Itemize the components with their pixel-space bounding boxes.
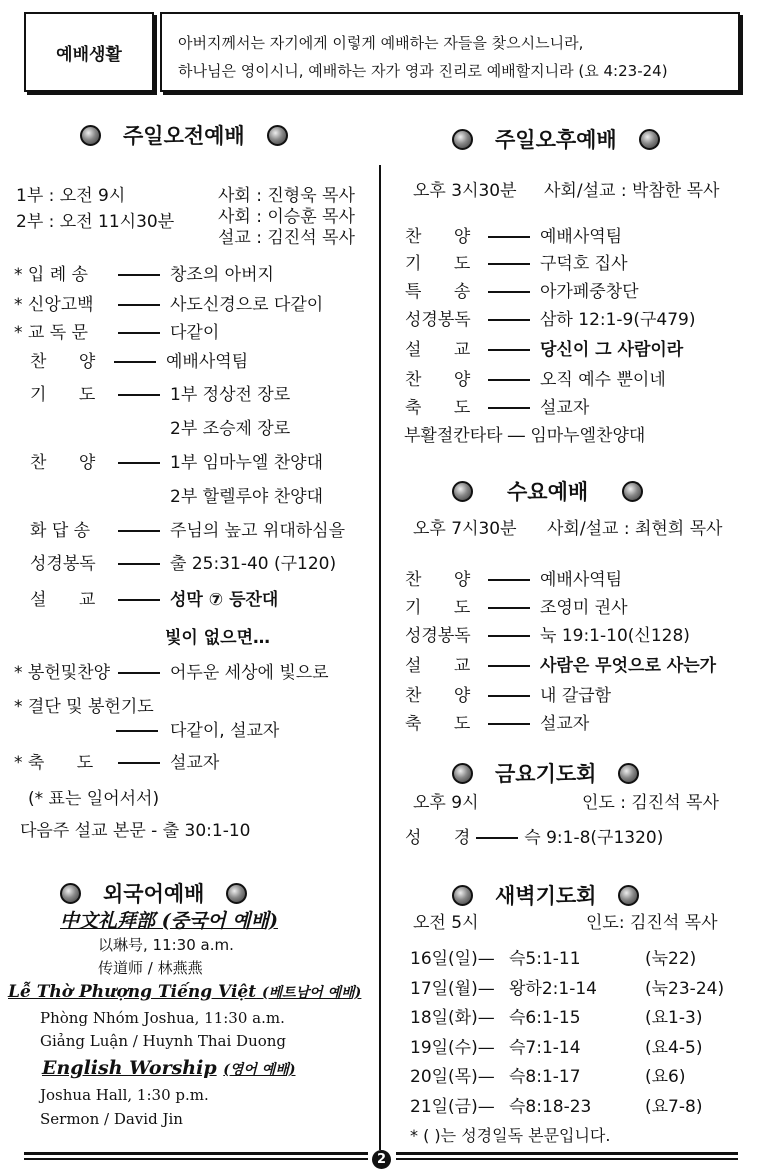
order-value: 삼하 12:1-9(구479)	[540, 310, 696, 330]
bullet-icon	[267, 125, 288, 146]
footer-rule-right	[396, 1152, 738, 1155]
order-label: 찬 양	[405, 370, 471, 390]
leader-1: 사회 : 진형욱 목사	[218, 186, 355, 206]
bullet-icon	[60, 883, 81, 904]
sermon-subtitle: 빛이 없으면…	[165, 628, 271, 648]
dawn-day: 17일(월)—	[410, 978, 495, 999]
order-value: 오직 예수 뿐이네	[540, 370, 666, 390]
dawn-reading: (요1-3)	[645, 1008, 703, 1028]
order-value: 설교자	[540, 714, 590, 734]
foreign-heading	[60, 878, 247, 908]
dash-line	[118, 274, 160, 276]
order-value: 사도신경으로 다같이	[170, 295, 324, 315]
order-label: 성경봉독	[405, 626, 471, 646]
order-label: * 입 례 송	[14, 265, 88, 285]
footer-rule-left	[24, 1152, 368, 1155]
afternoon-title: 주일오후예배	[495, 128, 617, 152]
bullet-icon	[452, 481, 473, 502]
dash-line	[118, 599, 160, 601]
dash-line	[488, 723, 530, 725]
dash-line	[118, 762, 160, 764]
friday-scripture-value: 슥 9:1-8(구1320)	[524, 828, 664, 848]
english-title-text: English Worship	[42, 1057, 217, 1079]
order-value: 예배사역팀	[540, 227, 623, 247]
dash-line	[488, 579, 530, 581]
verse-line-1: 아버지께서는 자기에게 이렇게 예배하는 자들을 찾으시느니라,	[178, 34, 584, 52]
order-value: 2부 할렐루야 찬양대	[170, 487, 323, 507]
order-label: 기 도	[30, 385, 96, 405]
friday-heading	[452, 758, 639, 788]
order-value: 출 25:31-40 (구120)	[170, 554, 337, 574]
morning-title: 주일오전예배	[123, 124, 245, 148]
afternoon-cantata: 부활절칸타타 ― 임마누엘찬양대	[404, 426, 646, 446]
order-label: 특 송	[405, 282, 471, 302]
dawn-day: 16일(일)—	[410, 949, 495, 969]
chinese-line-2: 传道师 / 林燕燕	[98, 959, 203, 977]
dawn-day: 20일(목)—	[410, 1067, 495, 1087]
order-label: 찬 양	[405, 686, 471, 706]
dawn-text: 슥8:18-23	[509, 1096, 592, 1117]
column-divider	[379, 165, 381, 1150]
order-label: * 신앙고백	[14, 295, 94, 315]
friday-leader: 인도 : 김진석 목사	[582, 793, 719, 813]
order-label: 설 교	[405, 656, 471, 676]
chinese-line-1: 以琳号, 11:30 a.m.	[98, 936, 234, 954]
dash-line	[488, 607, 530, 609]
bullet-icon	[618, 885, 639, 906]
friday-scripture	[405, 828, 663, 848]
dash-line	[118, 394, 160, 396]
verse-line-2: 하나님은 영이시니, 예배하는 자가 영과 진리로 예배할지니라 (요 4:23-24)	[178, 62, 668, 80]
order-value: 눅 19:1-10(신128)	[540, 626, 690, 646]
order-label: 찬 양	[405, 570, 471, 590]
bullet-icon	[80, 125, 101, 146]
order-value: 내 갈급함	[540, 686, 612, 706]
dawn-reading: (요4-5)	[645, 1037, 703, 1058]
order-value: 사람은 무엇으로 사는가	[540, 656, 717, 676]
order-value: 다같이	[170, 323, 220, 343]
order-label: * 교 독 문	[14, 323, 88, 343]
order-value: 조영미 권사	[540, 598, 628, 618]
footer-rule-left-thin	[24, 1158, 368, 1160]
dawn-reading: (요6)	[645, 1067, 686, 1087]
order-label: 축 도	[405, 714, 471, 734]
afternoon-time: 오후 3시30분	[413, 181, 517, 201]
order-label: 찬 양	[30, 453, 96, 473]
vietnamese-title-kr: (베트남어 예배)	[262, 985, 362, 1001]
bullet-icon	[452, 129, 473, 150]
leader-2: 사회 : 이승훈 목사	[218, 207, 355, 227]
dash-line	[488, 263, 530, 265]
order-label: * 축 도	[14, 753, 94, 773]
order-value: 설교자	[540, 398, 590, 418]
dash-line	[488, 291, 530, 293]
dash-line	[118, 332, 160, 334]
order-label: 축 도	[405, 398, 471, 418]
morning-heading	[80, 120, 288, 150]
dawn-leader: 인도: 김진석 목사	[586, 913, 718, 933]
order-value: 아가페중창단	[540, 282, 639, 302]
vietnamese-line-2: Giảng Luận / Huynh Thai Duong	[40, 1032, 287, 1050]
wednesday-leader: 사회/설교 : 최현희 목사	[547, 519, 723, 539]
order-label: 설 교	[30, 590, 96, 610]
order-value: 설교자	[170, 753, 220, 773]
friday-time: 오후 9시	[413, 793, 479, 813]
dash-line	[488, 349, 530, 351]
wednesday-time: 오후 7시30분	[413, 519, 517, 539]
dawn-reading: (요7-8)	[645, 1096, 703, 1117]
english-line-2: Sermon / David Jin	[40, 1110, 183, 1128]
order-label: * 봉헌및찬양	[14, 663, 111, 683]
vietnamese-title-text: Lễ Thờ Phượng Tiếng Việt	[8, 982, 257, 1002]
leader-3: 설교 : 김진석 목사	[218, 228, 355, 248]
service-time-1: 1부 : 오전 9시	[16, 186, 126, 206]
english-line-1: Joshua Hall, 1:30 p.m.	[40, 1086, 209, 1104]
dawn-day: 19일(수)—	[410, 1037, 495, 1058]
dash-line	[488, 695, 530, 697]
bullet-icon	[639, 129, 660, 150]
order-value: 창조의 아버지	[170, 265, 274, 285]
friday-scripture-label: 성 경	[405, 828, 471, 848]
dawn-reading: (눅22)	[645, 949, 697, 969]
order-label: * 결단 및 봉헌기도	[14, 697, 154, 717]
vietnamese-title	[8, 982, 361, 1003]
dawn-reading: (눅23-24)	[645, 978, 725, 999]
afternoon-heading	[452, 124, 660, 154]
order-value: 당신이 그 사람이라	[540, 340, 684, 360]
bullet-icon	[452, 763, 473, 784]
dash-line	[488, 635, 530, 637]
service-time-2: 2부 : 오전 11시30분	[16, 212, 175, 232]
dawn-text: 슥5:1-11	[509, 949, 581, 969]
dawn-time: 오전 5시	[413, 913, 479, 933]
order-value: 구덕호 집사	[540, 254, 628, 274]
english-title-kr: (영어 예배)	[223, 1062, 296, 1078]
wednesday-title: 수요예배	[507, 480, 589, 504]
stand-note: (* 표는 일어서서)	[28, 789, 160, 809]
dawn-text: 슥6:1-15	[509, 1008, 581, 1028]
dash-line	[488, 319, 530, 321]
dawn-title: 새벽기도회	[495, 884, 597, 908]
dawn-text: 왕하2:1-14	[509, 978, 597, 999]
dash-line	[118, 530, 160, 532]
dash-line	[476, 837, 518, 839]
dash-line	[118, 462, 160, 464]
section-label: 예배생활	[24, 12, 154, 92]
bullet-icon	[226, 883, 247, 904]
order-label: 기 도	[405, 598, 471, 618]
dawn-text: 슥7:1-14	[509, 1037, 581, 1058]
dash-line	[488, 236, 530, 238]
order-value: 다같이, 설교자	[170, 721, 280, 741]
order-value: 2부 조승제 장로	[170, 419, 291, 439]
order-value: 예배사역팀	[166, 352, 249, 372]
order-label: 성경봉독	[30, 554, 96, 574]
friday-title: 금요기도회	[495, 762, 597, 786]
bullet-icon	[452, 885, 473, 906]
bullet-icon	[622, 481, 643, 502]
chinese-title: 中文礼拜部 (중국어 예배)	[60, 910, 278, 932]
dash-line	[118, 672, 160, 674]
dawn-day: 18일(화)—	[410, 1008, 495, 1028]
vietnamese-line-1: Phòng Nhóm Joshua, 11:30 a.m.	[40, 1009, 285, 1027]
page-number: 2	[372, 1150, 391, 1169]
dawn-text: 슥8:1-17	[509, 1067, 581, 1087]
foreign-title: 외국어예배	[103, 882, 205, 906]
order-label: 찬 양	[30, 352, 96, 372]
footer-rule-right-thin	[396, 1158, 738, 1160]
order-value: 예배사역팀	[540, 570, 623, 590]
wednesday-heading	[452, 476, 643, 506]
dash-line	[488, 665, 530, 667]
dawn-heading	[452, 880, 639, 910]
dash-line	[118, 304, 160, 306]
order-value: 1부 임마누엘 찬양대	[170, 453, 323, 473]
order-label: 기 도	[405, 254, 471, 274]
english-title	[42, 1058, 295, 1080]
dash-line	[114, 361, 156, 363]
bullet-icon	[618, 763, 639, 784]
order-label: 설 교	[405, 340, 471, 360]
order-value: 성막 ⑦ 등잔대	[170, 590, 279, 610]
dash-line	[118, 563, 160, 565]
scripture-box	[160, 12, 740, 92]
order-label: 화 답 송	[30, 521, 91, 541]
order-label: 성경봉독	[405, 310, 471, 330]
dash-line	[116, 730, 158, 732]
order-value: 1부 정상전 장로	[170, 385, 291, 405]
dash-line	[488, 379, 530, 381]
order-value: 어두운 세상에 빛으로	[170, 663, 329, 683]
afternoon-leader: 사회/설교 : 박참한 목사	[544, 181, 720, 201]
dash-line	[488, 407, 530, 409]
dawn-note: * ( )는 성경일독 본문입니다.	[410, 1126, 611, 1145]
dawn-day: 21일(금)—	[410, 1096, 495, 1117]
order-label: 찬 양	[405, 227, 471, 247]
next-week-sermon: 다음주 설교 본문 - 출 30:1-10	[20, 821, 251, 841]
order-value: 주님의 높고 위대하심을	[170, 521, 346, 541]
